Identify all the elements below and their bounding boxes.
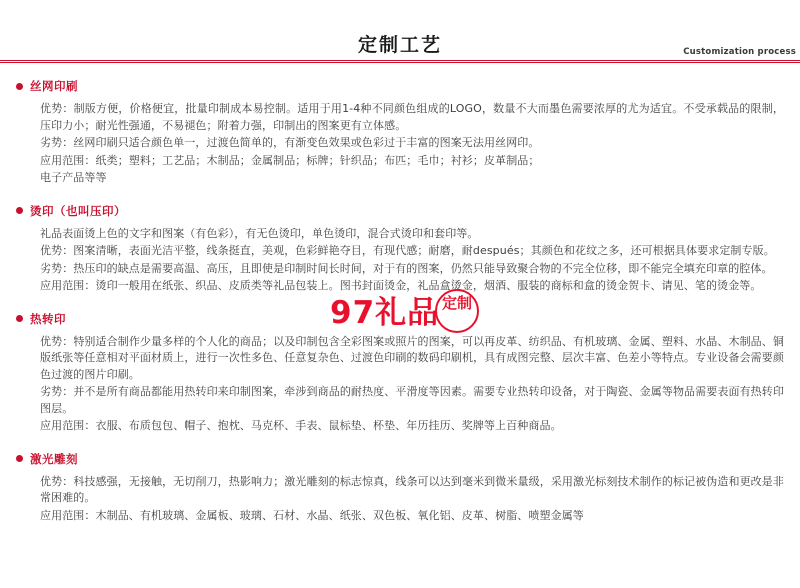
paragraph: 优势：制版方便，价格便宜，批量印制成本易控制。适用于用1-4种不同颜色组成的LOGO，数量不大而墨色需要浓厚的尤为适宜。不受承载品的限制，压印力小；耐光性强通，不易褪色；附着力强，印制出的图案更有立体感。 [40,102,784,132]
section-heading [16,203,784,219]
paragraph: 劣势：热压印的缺点是需要高温、高压，且即使是印制时间长时间，对于有的图案，仍然只能导致聚合物的不完全位移，即不能完全填充印章的腔体。 [40,261,773,275]
section-heading [16,311,784,327]
dot-icon [16,455,23,462]
document-body [0,64,800,524]
paragraph: 礼品表面烫上色的文字和图案（有色彩），有无色烫印，单色烫印，混合式烫印和套印等。 [40,226,479,240]
dot-icon [16,315,23,322]
paragraph: 应用范围：烫印一般用在纸张、织品、皮质类等礼品包装上。图书封面烫金，礼品盒烫金，烟酒、服装的商标和盒的烫金贺卡、请见、笔的烫金等。 [40,279,762,292]
paragraph: 应用范围：纸类；塑料；工艺品；木制品；金属制品；标牌；针织品；布匹；毛巾；衬衫；皮革制品； [40,153,540,167]
paragraph: 劣势：丝网印刷只适合颜色单一，过渡色简单的，有渐变色效果或色彩过于丰富的图案无法用丝网印。 [40,136,540,149]
watermark-badge-text: 定制 [442,294,473,312]
watermark-text: 97礼品 [330,295,440,331]
section-heading [16,78,784,94]
paragraph: 电子产品等等 [40,171,107,184]
section-heading [16,451,784,467]
dot-icon [16,83,23,90]
section-silkscreen [16,78,784,187]
section-laser-engraving [16,451,784,525]
dot-icon [16,207,23,214]
page-subtitle: Customization process [683,47,796,57]
paragraph: 优势：图案清晰，表面光洁平整，线条挺直，美观，色彩鲜艳夺目，有现代感；耐磨，耐después；其颜色和花纹之多，还可根据具体要求定制专版。 [40,244,775,257]
section-title: 丝网印刷 [30,79,78,93]
document-header [0,0,800,64]
paragraph: 劣势：并不是所有商品都能用热转印来印制图案，牵涉到商品的耐热度、平滑度等因素。需要专业热转印设备，对于陶瓷、金属等物品需要表面有热转印图层。 [40,385,784,415]
paragraph: 优势：特别适合制作少量多样的个人化的商品；以及印制包含全彩图案或照片的图案，可以再皮革、纺织品、有机玻璃、金属、塑料、水晶、木制品、铜版纸张等任意相对平面材质上，进行一次性多色、任意复杂色、过渡色印刷的数码印刷机，具有成图完整、层次丰富、色差小等特点。专业设备会需要颜色过渡的图片印刷。 [40,334,784,381]
section-heat-transfer [16,311,784,435]
section-title: 激光雕刻 [30,451,78,466]
page-title: 定制工艺 [357,34,442,56]
paragraph: 优势：科技感强，无接触，无切削刀，热影响力；激光雕刻的标志惊真，线条可以达到毫米到微米量级，采用激光标刻技术制作的标记被伪造和更改是非常困难的。 [40,474,784,504]
section-title: 热转印 [30,311,66,326]
paragraph: 应用范围：木制品、有机玻璃、金属板、玻璃、石材、水晶、纸张、双色板、氧化铝、皮革、树脂、喷塑金属等 [40,508,584,522]
header-divider-bottom [0,62,800,63]
section-title: 烫印（也叫压印） [30,203,126,218]
section-hot-stamping [16,203,784,295]
header-divider-top [0,60,800,61]
paragraph: 应用范围：衣服、布质包包、帽子、抱枕、马克杯、手表、鼠标垫、杯垫、年历挂历、奖牌等上百种商品。 [40,419,562,432]
